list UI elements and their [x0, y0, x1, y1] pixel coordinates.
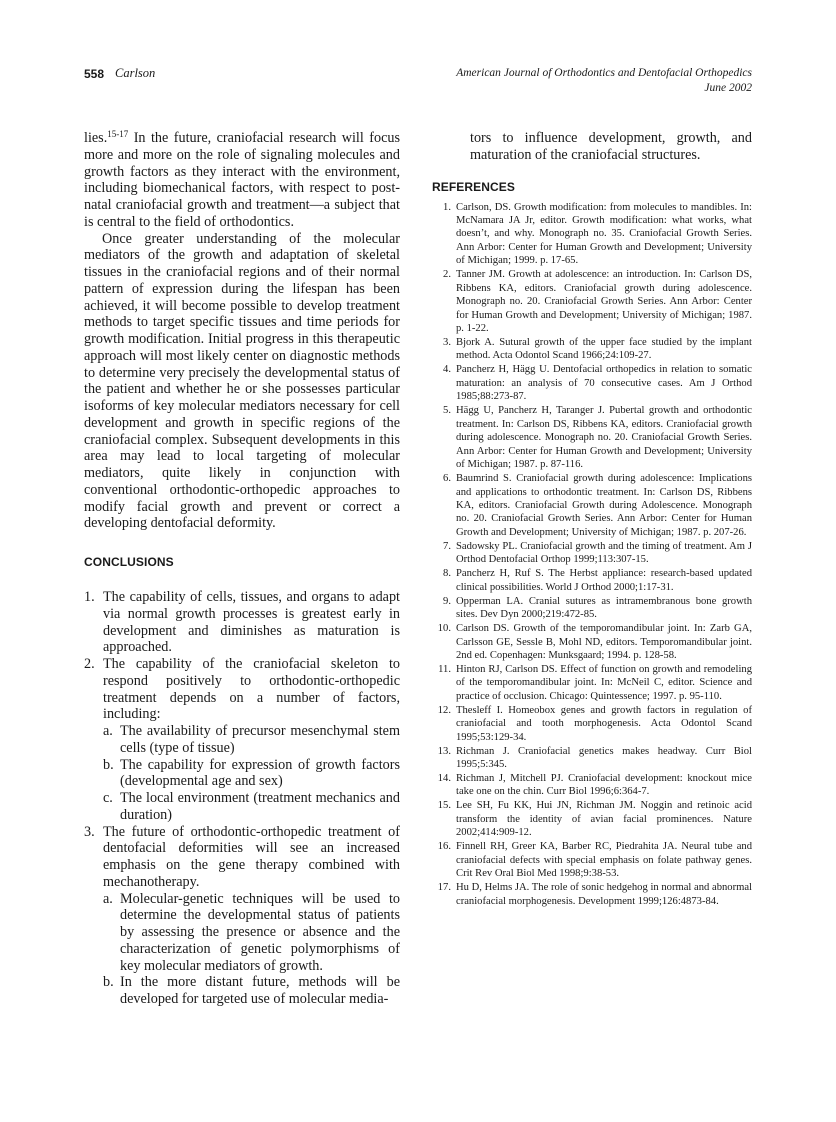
reference-item — [432, 799, 752, 839]
reference-number: 15. — [437, 800, 451, 812]
reference-number: 1. — [443, 201, 451, 213]
reference-number: 7. — [443, 540, 451, 552]
reference-text: Opperman LA. Cranial sutures as intramembranous bone growth sites. Dev Dyn 2000;219:472-85. — [456, 595, 752, 621]
references-list — [432, 201, 752, 909]
reference-text: Finnell RH, Greer KA, Barber RC, Piedrahita JA. Neural tube and craniofacial defects with special emphasis on folate pathway genes. Crit Rev Oral Biol Med 1998;9:38-53. — [456, 841, 752, 880]
conclusion-text: The future of orthodontic-orthopedic treatment of dentofacial deformities will see an increased emphasis on the gene therapy combined with mechanotherapy. — [103, 823, 400, 890]
subitem-text: Molecular-genetic techniques will be used to determine the developmental status of patients by assessing the presence or absence and the characterization of genetic polymorphisms of key molecular mediators of growth. — [120, 890, 400, 974]
reference-text: Bjork A. Sutural growth of the upper face studied by the implant method. Acta Odontol Scand 1966;24:109-27. — [456, 337, 752, 362]
reference-number: 11. — [438, 663, 451, 675]
reference-item — [432, 881, 752, 908]
conclusion-text: The capability of the craniofacial skeleton to respond positively to orthodontic-orthopedic treatment depends on a number of factors, including: — [103, 656, 400, 723]
conclusion-item — [84, 824, 400, 1008]
conclusions-list — [84, 589, 400, 1008]
reference-number: 4. — [443, 364, 451, 376]
reference-text: Baumrind S. Craniofacial growth during adolescence: Implications and applications to orthodontic treatment. In: Carlson DS, Ribbens KA, editors. Craniofacial Growth during Adolescence. Monograph no. 20. Craniofacial Growth Series. Ann Arbor: Center for Human Growth and Development; University of Michigan; 1987. p. 207-26. — [456, 473, 752, 538]
references-heading: REFERENCES — [432, 179, 516, 194]
citation-superscript: 15-17 — [107, 129, 129, 139]
conclusion-item — [84, 656, 400, 824]
body-paragraph-2: Once greater understanding of the molecular mediators of the growth and adaptation of skeletal tissues in the craniofacial regions and of their normal pattern of expression during the lifespan has been achieved, it will become possible to develop treatment methods to target specific tissues and time periods for growth modification. Initial progress in this therapeutic approach will most likely center on diagnostic methods to determine very precisely the developmental status of the patient and whether he or she possesses particular isoforms of key molecular mediators necessary for cell development and growth in specific regions of the craniofacial complex. Subsequent developments in this area may lead to local targeting of molecular mediators, quite likely in conjunction with conventional orthodontic-orthopedic approaches to modify facial growth and prevent or correct a developing dentofacial deformity. — [84, 230, 400, 532]
continuation-paragraph-wrap — [432, 130, 752, 164]
reference-number: 5. — [443, 405, 451, 417]
reference-item — [432, 745, 752, 772]
subitem-letter: b. — [103, 756, 114, 773]
reference-number: 16. — [437, 841, 451, 853]
reference-number: 14. — [437, 773, 451, 785]
reference-text: Pancherz H, Hägg U. Dentofacial orthopedics in relation to somatic maturation: an analysis of 70 consecutive cases. Am J Orthod 1985;88:273-87. — [456, 364, 752, 403]
reference-item — [432, 567, 752, 594]
subitem-text: The capability for expression of growth factors (developmental age and sex) — [120, 756, 400, 790]
reference-item — [432, 472, 752, 539]
reference-item — [432, 840, 752, 880]
reference-item — [432, 595, 752, 622]
conclusion-number: 3. — [84, 823, 95, 840]
reference-text: Lee SH, Fu KK, Hui JN, Richman JM. Noggin and retinoic acid transform the identity of avian facial prominences. Nature 2002;414:909-12. — [456, 800, 752, 839]
reference-item — [432, 363, 752, 403]
journal-info — [456, 66, 752, 96]
reference-number: 8. — [443, 568, 451, 580]
running-author: Carlson — [115, 66, 156, 80]
conclusion-number: 2. — [84, 656, 95, 672]
subitem-text: The availability of precursor mesenchymal stem cells (type of tissue) — [120, 723, 400, 756]
reference-item — [432, 704, 752, 744]
reference-text: Hägg U, Pancherz H, Taranger J. Pubertal growth and orthodontic treatment. In: Carlson DS, Ribbens KA, editors. Craniofacial growth during adolescence. Monograph no. 20. Craniofacial Growth Series. Ann Arbor: Center for Human Growth and Development; University of Michigan; 1987. p. 87-116. — [456, 405, 752, 471]
conclusion-subitem — [103, 974, 400, 1008]
page-number: 558 — [84, 67, 105, 81]
reference-number: 10. — [437, 623, 451, 635]
reference-text: Richman J. Craniofacial genetics makes headway. Curr Biol 1995;5:345. — [456, 745, 752, 771]
subitem-letter: a. — [103, 723, 113, 739]
reference-text: Hinton RJ, Carlson DS. Effect of function on growth and remodeling of the temporomandibular joint. In: McNeil C, editor. Science and practice of occlusion. Chicago: Quintessence; 1997. p. 95-110. — [456, 663, 752, 702]
conclusion-item — [84, 589, 400, 656]
paragraph-lead: lies. — [84, 130, 108, 146]
left-column — [84, 130, 400, 1008]
running-header — [84, 67, 752, 101]
reference-item — [432, 772, 752, 799]
reference-text: Pancherz H, Ruf S. The Herbst appliance: research-based updated clinical possibilities. World J Orthod 2000;1:17-31. — [456, 568, 752, 593]
conclusion-subitem — [103, 723, 400, 757]
conclusion-sublist — [103, 891, 400, 1008]
reference-item — [432, 622, 752, 662]
reference-item — [432, 268, 752, 335]
journal-title: American Journal of Orthodontics and Dentofacial Orthopedics — [456, 67, 752, 79]
conclusion-subitem — [103, 757, 400, 791]
reference-text: Carlson DS. Growth of the temporomandibular joint. In: Zarb GA, Carlsson GE, Sessle B, Mohl ND, editors. Temporomandibular joint. 2nd ed. Copenhagen: Munksgaard; 1994. p. 128-58. — [456, 623, 752, 661]
conclusion-sublist — [103, 723, 400, 824]
conclusion-text: The capability of cells, tissues, and organs to adapt via normal growth processes is greatest early in development and diminishes as maturation is approached. — [103, 589, 400, 656]
reference-text: Thesleff I. Homeobox genes and growth factors in regulation of craniofacial and tooth morphogenesis. Acta Odontol Scand 1995;53:129-34. — [456, 704, 752, 743]
reference-item — [432, 404, 752, 471]
conclusion-subitem — [103, 790, 400, 824]
conclusion-number: 1. — [84, 589, 95, 605]
right-column — [432, 130, 752, 909]
subitem-letter: c. — [103, 790, 113, 806]
reference-number: 2. — [443, 269, 451, 281]
conclusions-heading: CONCLUSIONS — [84, 555, 174, 569]
reference-text: Tanner JM. Growth at adolescence: an introduction. In: Carlson DS, Ribbens KA, editors. Craniofacial growth during adolescence. Monograph no. 20. Craniofacial Growth Series. Ann Arbor: Center for Human Growth and Development; University of Michigan; 1987. p. 1-22. — [456, 269, 752, 335]
reference-item — [432, 540, 752, 567]
reference-number: 13. — [437, 745, 451, 757]
subitem-text: In the more distant future, methods will be developed for targeted use of molecular media- — [120, 974, 400, 1007]
body-paragraph-1 — [84, 130, 400, 231]
paragraph-text: In the future, craniofacial research will focus more and more on the role of signaling molecules and growth factors as they interact with the environment, including biomechanical factors, with respect to post-natal craniofacial growth and treatment—a subject that is central to the field of orthodontics. — [84, 130, 400, 230]
reference-number: 9. — [443, 595, 451, 607]
conclusion-subitem — [103, 891, 400, 975]
reference-number: 3. — [443, 337, 451, 349]
subitem-letter: b. — [103, 974, 114, 991]
reference-text: Sadowsky PL. Craniofacial growth and the timing of treatment. Am J Orthod Dentofacial Orthop 1999;113:307-15. — [456, 540, 752, 566]
reference-text: Carlson, DS. Growth modification: from molecules to mandibles. In: McNamara JA Jr, editor. Growth modification: what works, what doesn’t, and why. Monograph no. 35. Craniofacial Growth Series. Ann Arbor: Center for Human Growth and Development; University of Michigan; 1999. p. 17-65. — [456, 201, 752, 267]
reference-number: 17. — [437, 882, 451, 894]
reference-item — [432, 663, 752, 703]
reference-text: Richman J, Mitchell PJ. Craniofacial development: knockout mice take one on the chin. Curr Biol 1996;6:364-7. — [456, 773, 752, 798]
reference-number: 12. — [437, 704, 451, 716]
reference-item — [432, 336, 752, 363]
subitem-text: The local environment (treatment mechanics and duration) — [120, 790, 400, 823]
reference-text: Hu D, Helms JA. The role of sonic hedgehog in normal and abnormal craniofacial morphogenesis. Development 1999;126:4873-84. — [456, 882, 752, 907]
subitem-letter: a. — [103, 890, 113, 907]
continuation-paragraph: tors to influence development, growth, and maturation of the craniofacial structures. — [470, 130, 752, 163]
issue-date: June 2002 — [704, 82, 752, 94]
reference-item — [432, 201, 752, 268]
reference-number: 6. — [443, 473, 451, 485]
